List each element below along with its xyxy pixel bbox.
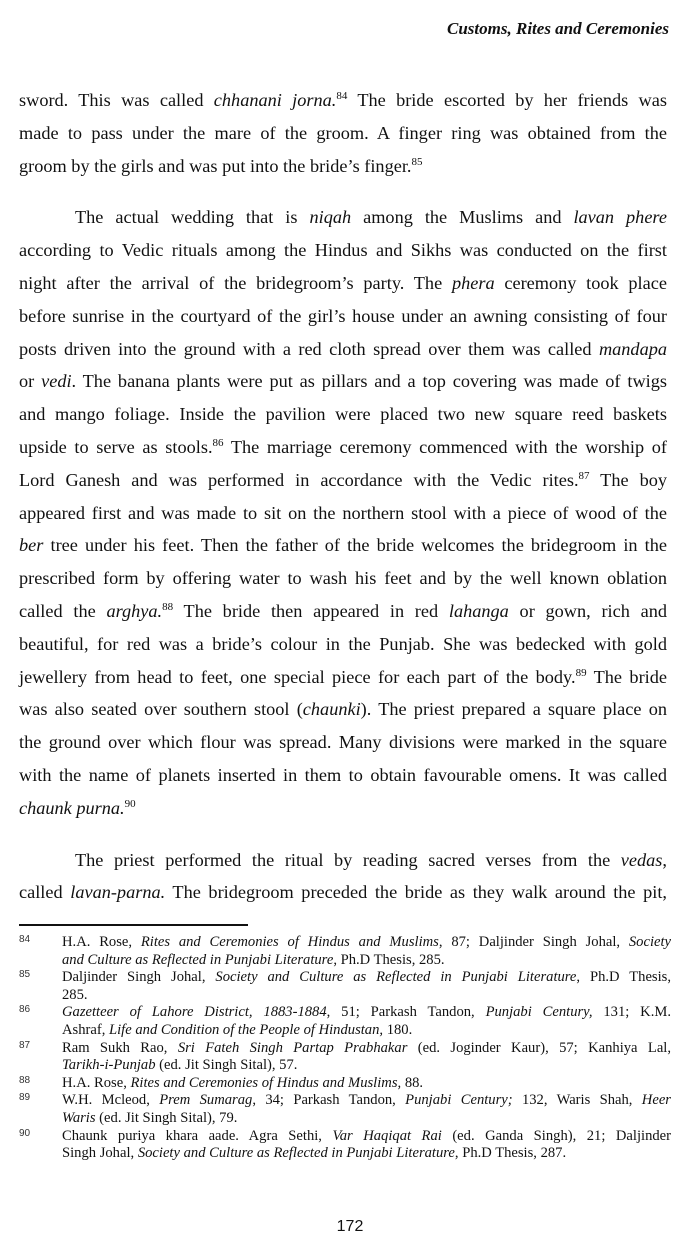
paragraph-line bbox=[19, 84, 667, 117]
paragraph-line bbox=[19, 529, 667, 562]
italic-term: Prem Sumarag bbox=[159, 1092, 253, 1109]
italic-term: vedas bbox=[620, 849, 663, 870]
paragraph-line bbox=[19, 234, 667, 267]
text-run: (ed. Ganda Singh), 21; Daljinder bbox=[441, 1127, 672, 1144]
footnote-ref: 85 bbox=[411, 155, 423, 168]
text-run: called the bbox=[19, 600, 107, 621]
paragraph-line bbox=[19, 876, 667, 909]
text-run: tree under his feet. Then the father of the bride welcomes the bridegroom in the bbox=[43, 535, 667, 556]
text-run: night after the arrival of the bridegroom’s party. The bbox=[19, 272, 452, 293]
italic-term: ber bbox=[19, 535, 44, 556]
text-run: Ram Sukh Rao, bbox=[62, 1039, 178, 1056]
text-run: prescribed form by offering water to wash his feet and by the well known oblation bbox=[19, 568, 667, 589]
paragraph-line bbox=[19, 759, 667, 792]
footnote-ref: 88 bbox=[162, 600, 174, 613]
footnote bbox=[19, 1128, 671, 1163]
paragraph-line bbox=[19, 693, 667, 726]
text-run: called bbox=[19, 882, 71, 903]
footnote-number: 85 bbox=[19, 969, 31, 981]
paragraph-line bbox=[19, 333, 667, 366]
paragraph-line bbox=[19, 661, 667, 694]
italic-term: and Culture as Reflected in Punjabi Literature bbox=[62, 951, 334, 968]
footnote-line bbox=[62, 1110, 671, 1128]
footnote-number: 88 bbox=[19, 1074, 31, 1086]
italic-term: vedi bbox=[41, 371, 72, 392]
italic-term: chaunk purna. bbox=[19, 797, 125, 818]
text-run: beautiful, for red was a bride’s colour in the Punjab. She was bedecked with gold bbox=[19, 633, 667, 654]
text-run: , 51; Parkash Tandon, bbox=[326, 1004, 486, 1021]
text-run: with the name of planets inserted in them to obtain favourable omens. It was called bbox=[19, 764, 667, 785]
text-run: according to Vedic rituals among the Hindus and Sikhs was conducted on the first bbox=[19, 240, 667, 261]
footnote bbox=[19, 934, 671, 969]
footnote-line bbox=[62, 934, 671, 952]
footnote-line bbox=[62, 1022, 671, 1040]
italic-term: mandapa bbox=[598, 338, 667, 359]
paragraph-line bbox=[19, 497, 667, 530]
text-run: 88. bbox=[401, 1074, 424, 1091]
footnote-line bbox=[62, 1004, 671, 1022]
italic-term: lavan phere bbox=[573, 207, 667, 228]
italic-term: Heer bbox=[641, 1092, 671, 1109]
text-run: appeared first and was made to sit on the northern stool with a piece of wood of the bbox=[19, 502, 667, 523]
footnote-number: 86 bbox=[19, 1004, 31, 1016]
italic-term: Waris bbox=[62, 1109, 96, 1126]
footnote-separator bbox=[19, 924, 248, 926]
paragraph-line bbox=[19, 365, 667, 398]
paragraph-line bbox=[19, 464, 667, 497]
text-run: , bbox=[662, 849, 667, 870]
italic-term: lavan-parna. bbox=[70, 882, 166, 903]
paragraph-line bbox=[19, 792, 667, 825]
paragraph-line bbox=[19, 628, 667, 661]
italic-term: arghya. bbox=[106, 600, 163, 621]
paragraph-line bbox=[19, 201, 667, 234]
italic-term: Society bbox=[628, 934, 672, 950]
running-header: Customs, Rites and Ceremonies bbox=[447, 19, 669, 38]
paragraph-line bbox=[19, 150, 667, 183]
text-run: The bride bbox=[586, 666, 667, 687]
footnote-line bbox=[62, 1092, 671, 1110]
text-run: (ed. Joginder Kaur), 57; Kanhiya Lal, bbox=[407, 1039, 671, 1056]
footnote-ref: 86 bbox=[212, 436, 224, 449]
footnote-line bbox=[62, 1128, 671, 1146]
text-run: or bbox=[19, 371, 42, 392]
text-run: (ed. Jit Singh Sital), 57. bbox=[155, 1057, 298, 1074]
text-run: made to pass under the mare of the groom. A finger ring was obtained from the bbox=[19, 122, 667, 143]
text-run: sword. This was called bbox=[19, 90, 214, 110]
paragraph-line bbox=[19, 117, 667, 150]
paragraph-line bbox=[19, 595, 667, 628]
text-run: . The banana plants were put as pillars and a top covering was made of twigs bbox=[71, 371, 667, 392]
paragraph-gap bbox=[19, 182, 667, 201]
footnote-number: 87 bbox=[19, 1039, 31, 1051]
footnote-number: 89 bbox=[19, 1092, 31, 1104]
footnote-line bbox=[62, 1040, 671, 1058]
text-run: Daljinder Singh Johal, bbox=[62, 969, 216, 986]
footnote-line bbox=[62, 1057, 671, 1075]
paragraph-line bbox=[19, 398, 667, 431]
text-run: was also seated over southern stool ( bbox=[19, 699, 303, 720]
text-run: before sunrise in the courtyard of the girl’s house under an awning consisting of four bbox=[19, 305, 667, 326]
italic-term: Society and Culture as Reflected in Punjabi Literature bbox=[137, 1145, 455, 1162]
text-run: H.A. Rose, bbox=[62, 1074, 131, 1091]
text-run: and mango foliage. Inside the pavilion were placed two new square reed baskets bbox=[19, 404, 667, 425]
page-number: 172 bbox=[336, 1218, 364, 1235]
text-run: 180. bbox=[383, 1021, 413, 1038]
italic-term: Society and Culture as Reflected in Punjabi Literature bbox=[215, 969, 577, 986]
text-run: , 34; Parkash Tandon, bbox=[252, 1092, 406, 1109]
text-run: The marriage ceremony commenced with the worship of bbox=[223, 436, 667, 457]
paragraph-line bbox=[19, 267, 667, 300]
footnote bbox=[19, 1092, 671, 1127]
text-run: The bridegroom preceded the bride as they walk around the pit, bbox=[165, 882, 667, 903]
italic-term: Rites and Ceremonies of Hindus and Muslims bbox=[140, 934, 439, 950]
footnote-line bbox=[62, 1145, 671, 1163]
italic-term: phera bbox=[451, 272, 495, 293]
footnote bbox=[19, 1075, 671, 1093]
text-run: (ed. Jit Singh Sital), 79. bbox=[95, 1109, 238, 1126]
footnote-ref: 87 bbox=[578, 469, 590, 482]
paragraph-gap bbox=[19, 825, 667, 844]
text-run: 132, Waris Shah, bbox=[512, 1092, 642, 1109]
paragraph-line bbox=[19, 431, 667, 464]
italic-term: Gazetteer of Lahore District, 1883-1884 bbox=[62, 1004, 327, 1021]
paragraph-line bbox=[19, 726, 667, 759]
text-run: , Ph.D Thesis, 285. bbox=[333, 951, 445, 968]
footnote-line bbox=[62, 1075, 671, 1093]
text-run: groom by the girls and was put into the bride’s finger. bbox=[19, 155, 412, 176]
italic-term: niqah bbox=[309, 207, 352, 228]
text-run: , 87; Daljinder Singh Johal, bbox=[438, 934, 629, 950]
italic-term: Rites and Ceremonies of Hindus and Muslims, bbox=[130, 1074, 402, 1091]
footnote-ref: 84 bbox=[336, 90, 348, 102]
footnote-line bbox=[62, 987, 671, 1005]
italic-term: Punjabi Century, bbox=[485, 1004, 593, 1021]
text-run: The actual wedding that is bbox=[75, 207, 310, 228]
footnote-number: 90 bbox=[19, 1127, 31, 1139]
text-run: ceremony took place bbox=[494, 272, 667, 293]
italic-term: lahanga bbox=[448, 600, 509, 621]
italic-term: Punjabi Century; bbox=[405, 1092, 513, 1109]
italic-term: chhanani jorna. bbox=[213, 90, 337, 110]
footnote-ref: 90 bbox=[124, 797, 136, 810]
italic-term: Var Haqiqat Rai bbox=[332, 1127, 442, 1144]
footnote bbox=[19, 1040, 671, 1075]
text-run: upside to serve as stools. bbox=[19, 436, 213, 457]
text-run: Chaunk puriya khara aade. Agra Sethi, bbox=[62, 1127, 333, 1144]
italic-term: Sri Fateh Singh Partap Prabhakar bbox=[177, 1039, 408, 1056]
body-text bbox=[19, 84, 667, 909]
text-run: Singh Johal, bbox=[62, 1145, 138, 1162]
text-run: Ashraf, bbox=[62, 1021, 110, 1038]
text-run: posts driven into the ground with a red cloth spread over them was called bbox=[19, 338, 599, 359]
paragraph-line bbox=[19, 562, 667, 595]
footnote-line bbox=[62, 952, 671, 970]
italic-term: chaunki bbox=[302, 699, 361, 720]
text-run: W.H. Mcleod, bbox=[62, 1092, 160, 1109]
text-run: The bride escorted by her friends was bbox=[347, 90, 667, 110]
text-run: , Ph.D Thesis, 287. bbox=[454, 1145, 567, 1162]
text-run: 131; K.M. bbox=[592, 1004, 671, 1021]
text-run: among the Muslims and bbox=[351, 207, 574, 228]
text-run: H.A. Rose, bbox=[62, 934, 141, 950]
text-run: ). The priest prepared a square place on bbox=[360, 699, 667, 720]
text-run: Lord Ganesh and was performed in accordance with the Vedic rites. bbox=[19, 469, 579, 490]
italic-term: Tarikh-i-Punjab bbox=[62, 1057, 156, 1074]
text-run: The priest performed the ritual by reading sacred verses from the bbox=[75, 849, 621, 870]
paragraph-line bbox=[19, 844, 667, 877]
footnote-line bbox=[62, 969, 671, 987]
text-run: the ground over which flour was spread. Many divisions were marked in the square bbox=[19, 732, 667, 753]
text-run: jewellery from head to feet, one special piece for each part of the body. bbox=[19, 666, 576, 687]
text-run: The bride then appeared in red bbox=[173, 600, 449, 621]
text-run: or gown, rich and bbox=[508, 600, 667, 621]
paragraph-line bbox=[19, 300, 667, 333]
footnotes bbox=[19, 934, 671, 1163]
footnote-number: 84 bbox=[19, 934, 31, 945]
text-run: The boy bbox=[589, 469, 667, 490]
footnote bbox=[19, 969, 671, 1004]
footnote bbox=[19, 1004, 671, 1039]
text-run: , Ph.D Thesis, bbox=[576, 969, 671, 986]
footnote-ref: 89 bbox=[575, 666, 587, 679]
text-run: 285. bbox=[62, 986, 88, 1003]
italic-term: Life and Condition of the People of Hindustan, bbox=[109, 1021, 384, 1038]
